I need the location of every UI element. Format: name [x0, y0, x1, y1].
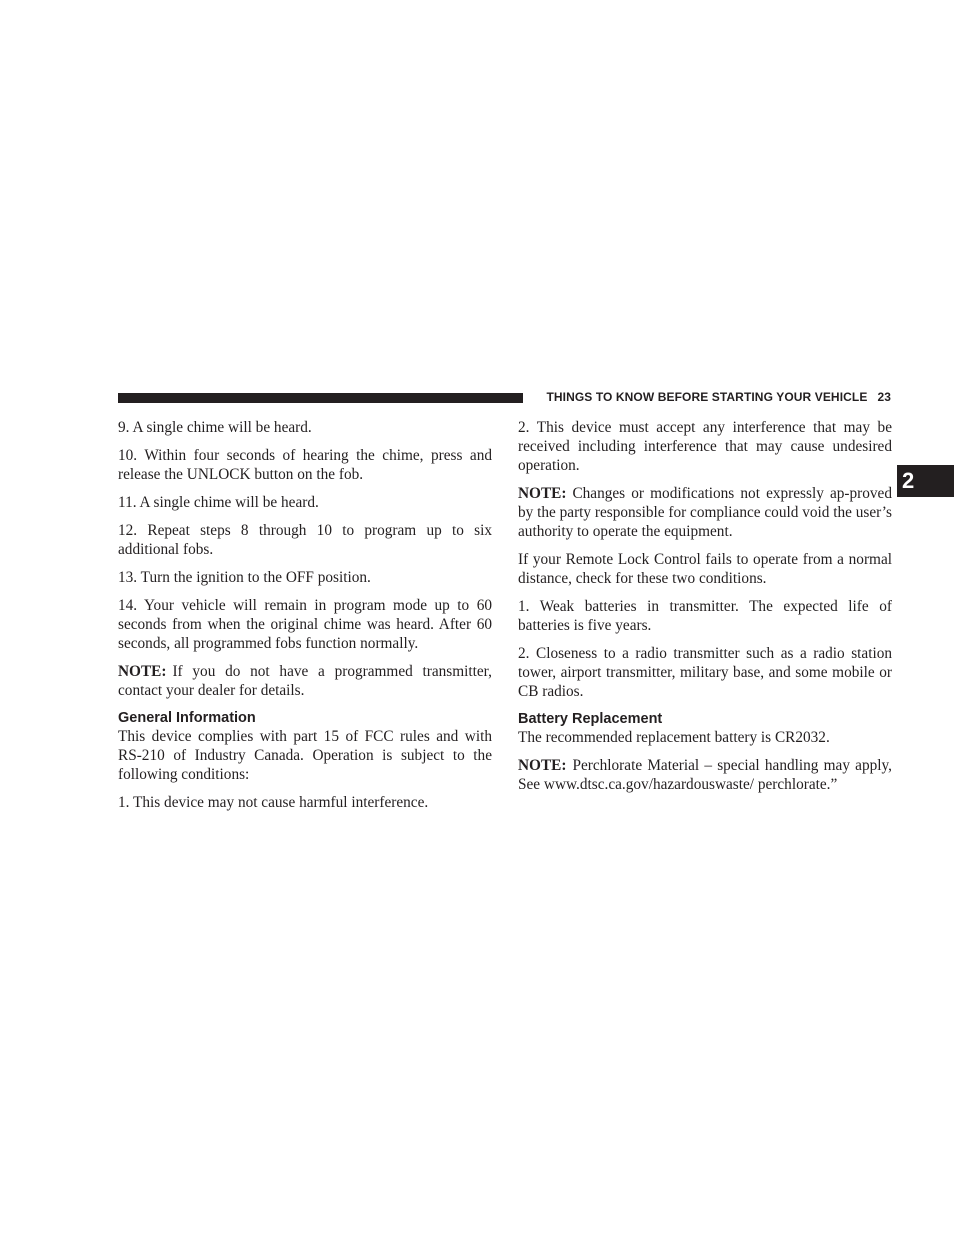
step-10: 10. Within four seconds of hearing the chime, press and release the UNLOCK button on the fob.: [118, 447, 492, 483]
page-number: 23: [877, 390, 891, 404]
general-information-text: This device complies with part 15 of FCC rules and with RS-210 of Industry Canada. Operation is subject to the following conditions:: [118, 728, 492, 783]
note-text: Changes or modifications not expressly ap-proved by the party responsible for compliance could void the user’s authority to operate the equipment.: [518, 485, 892, 540]
step-11: 11. A single chime will be heard.: [118, 494, 319, 511]
step-9: 9. A single chime will be heard.: [118, 419, 312, 436]
note-label: NOTE:: [518, 485, 567, 502]
check-1: 1. Weak batteries in transmitter. The expected life of batteries is five years.: [518, 598, 892, 634]
step-14: 14. Your vehicle will remain in program mode up to 60 seconds from when the original chime was heard. After 60 seconds, all programmed fobs function normally.: [118, 597, 492, 652]
note-programmed-transmitter: [118, 662, 492, 700]
battery-replacement-heading: Battery Replacement: [518, 711, 663, 727]
left-column: [118, 418, 492, 821]
note-perchlorate: [518, 756, 892, 794]
section-title: THINGS TO KNOW BEFORE STARTING YOUR VEHICLE: [546, 390, 868, 404]
general-information-heading: General Information: [118, 710, 256, 726]
remote-lock-text: If your Remote Lock Control fails to operate from a normal distance, check for these two conditions.: [518, 551, 892, 587]
step-13: 13. Turn the ignition to the OFF position.: [118, 569, 371, 586]
step-12: 12. Repeat steps 8 through 10 to program up to six additional fobs.: [118, 522, 492, 558]
note-label: NOTE:: [118, 663, 167, 680]
battery-replacement-text: The recommended replacement battery is CR2032.: [518, 729, 830, 746]
note-text: Perchlorate Material – special handling may apply, See www.dtsc.ca.gov/hazardouswaste/ perchlorate.”: [518, 757, 892, 793]
check-2: 2. Closeness to a radio transmitter such as a radio station tower, airport transmitter, military base, and some mobile or CB radios.: [518, 645, 892, 700]
running-header: [533, 390, 891, 404]
note-modifications: [518, 484, 892, 541]
condition-2: 2. This device must accept any interference that may be received including interference that may cause undesired operation.: [518, 419, 892, 474]
chapter-tab: 2: [897, 465, 954, 497]
note-label: NOTE:: [518, 757, 567, 774]
header-rule: [118, 393, 523, 403]
condition-1: 1. This device may not cause harmful interference.: [118, 794, 429, 811]
right-column: [518, 418, 892, 803]
note-text: If you do not have a programmed transmitter, contact your dealer for details.: [118, 663, 492, 699]
